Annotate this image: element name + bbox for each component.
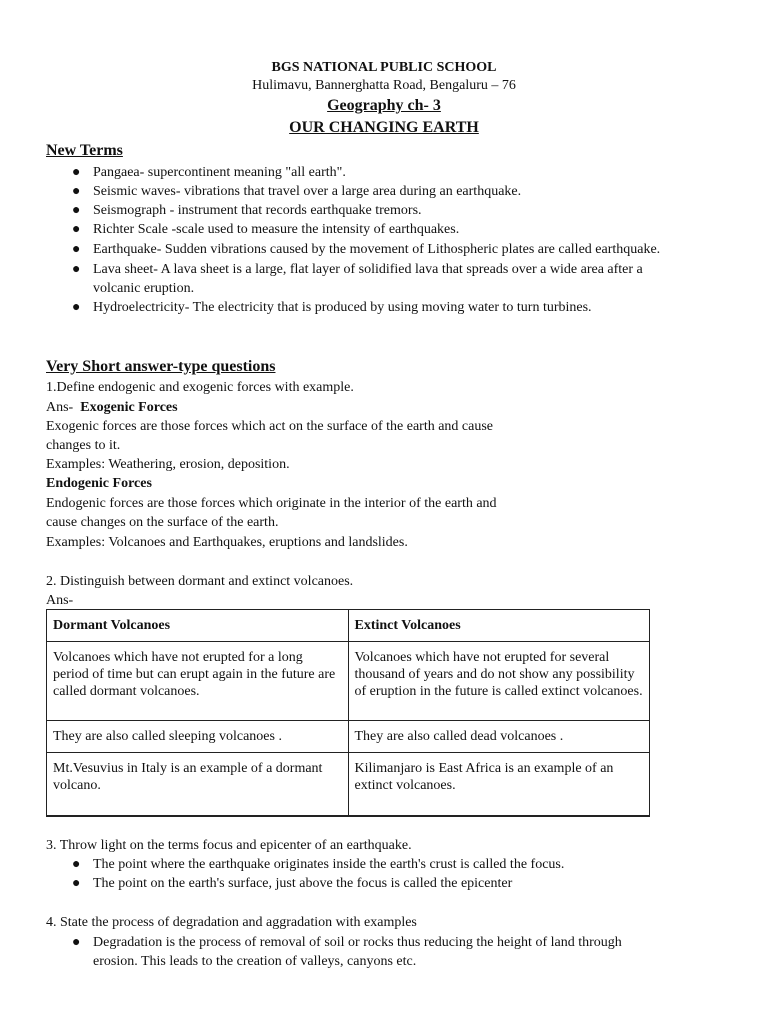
table-row: [47, 642, 650, 721]
term-item: Richter Scale -scale used to measure the intensity of earthquakes.: [93, 222, 460, 237]
bullet-icon: ●: [72, 184, 81, 199]
term-item: Lava sheet- A lava sheet is a large, flat layer of solidified lava that spreads over a wide area after a: [93, 262, 643, 277]
endogenic-definition: Endogenic forces are those forces which originate in the interior of the earth and: [46, 496, 497, 511]
bullet-icon: ●: [72, 857, 81, 872]
bullet-icon: ●: [72, 876, 81, 891]
table-cell: Volcanoes which have not erupted for a long period of time but can erupt again in the future are called dormant volcanoes.: [47, 642, 349, 721]
list-item: The point where the earthquake originates inside the earth's crust is called the focus.: [93, 857, 565, 872]
endogenic-definition-cont: cause changes on the surface of the earth.: [46, 515, 279, 530]
list-item: Degradation is the process of removal of soil or rocks thus reducing the height of land through: [93, 935, 622, 950]
term-item: Seismograph - instrument that records earthquake tremors.: [93, 203, 422, 218]
bullet-icon: ●: [72, 222, 81, 237]
term-item: Seismic waves- vibrations that travel over a large area during an earthquake.: [93, 184, 522, 199]
answer-1-line: [46, 398, 178, 417]
exogenic-heading: Exogenic Forces: [80, 400, 178, 415]
page-title: OUR CHANGING EARTH: [289, 119, 479, 136]
question-4: 4. State the process of degradation and aggradation with examples: [46, 915, 417, 930]
question-1: 1.Define endogenic and exogenic forces with example.: [46, 380, 354, 395]
answer-2-prefix: Ans-: [46, 593, 74, 608]
endogenic-heading: Endogenic Forces: [46, 476, 152, 491]
school-name: BGS NATIONAL PUBLIC SCHOOL: [271, 60, 497, 75]
bullet-icon: ●: [72, 203, 81, 218]
exogenic-definition-cont: changes to it.: [46, 438, 121, 453]
term-item: Pangaea- supercontinent meaning "all earth".: [93, 165, 346, 180]
bullet-icon: ●: [72, 935, 81, 950]
vsa-heading: Very Short answer-type questions: [46, 358, 276, 375]
question-2: 2. Distinguish between dormant and extinct volcanoes.: [46, 574, 354, 589]
table-row: [47, 753, 650, 817]
table-row: [47, 721, 650, 753]
endogenic-examples: Examples: Volcanoes and Earthquakes, eruptions and landslides.: [46, 535, 408, 550]
table-cell: They are also called dead volcanoes .: [348, 721, 650, 753]
volcano-comparison-table: [46, 609, 650, 817]
bullet-icon: ●: [72, 165, 81, 180]
bullet-icon: ●: [72, 300, 81, 315]
list-item-continuation: erosion. This leads to the creation of valleys, canyons etc.: [93, 954, 417, 969]
list-item: The point on the earth's surface, just above the focus is called the epicenter: [93, 876, 513, 891]
exogenic-examples: Examples: Weathering, erosion, deposition.: [46, 457, 290, 472]
term-item: Earthquake- Sudden vibrations caused by the movement of Lithospheric plates are called earthquake.: [93, 242, 661, 257]
school-address: Hulimavu, Bannerghatta Road, Bengaluru – 76: [252, 78, 516, 93]
table-cell: Mt.Vesuvius in Italy is an example of a dormant volcano.: [47, 753, 349, 817]
table-cell: Volcanoes which have not erupted for several thousand of years and do not show any possibility of eruption in the future is called extinct volcanoes.: [348, 642, 650, 721]
table-header-row: [47, 610, 650, 642]
bullet-icon: ●: [72, 242, 81, 257]
question-3: 3. Throw light on the terms focus and epicenter of an earthquake.: [46, 838, 412, 853]
chapter-title: Geography ch- 3: [327, 97, 441, 114]
table-header-cell: Dormant Volcanoes: [47, 610, 349, 642]
table-cell: They are also called sleeping volcanoes .: [47, 721, 349, 753]
table-cell: Kilimanjaro is East Africa is an example of an extinct volcanoes.: [348, 753, 650, 817]
table-header-cell: Extinct Volcanoes: [348, 610, 650, 642]
term-item-continuation: volcanic eruption.: [93, 281, 195, 296]
exogenic-definition: Exogenic forces are those forces which act on the surface of the earth and cause: [46, 419, 494, 434]
bullet-icon: ●: [72, 262, 81, 277]
term-item: Hydroelectricity- The electricity that is produced by using moving water to turn turbines.: [93, 300, 592, 315]
answer-prefix: Ans-: [46, 400, 74, 415]
new-terms-heading: New Terms: [46, 142, 123, 159]
